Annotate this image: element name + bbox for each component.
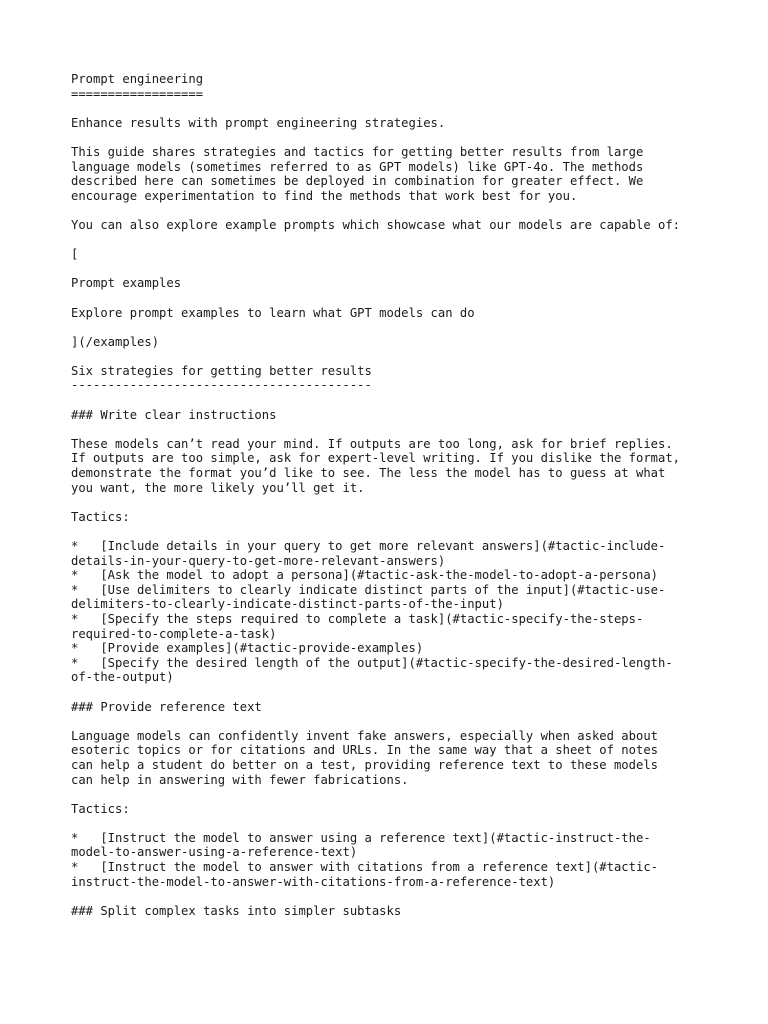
text-line: Six strategies for getting better results	[71, 363, 372, 378]
blank-line	[71, 233, 731, 248]
text-line: of-the-output)	[71, 670, 174, 685]
blank-line	[71, 524, 731, 539]
blank-line	[71, 349, 731, 364]
blank-line	[71, 262, 731, 277]
text-line: model-to-answer-using-a-reference-text)	[71, 845, 358, 860]
text-line: Enhance results with prompt engineering strategies.	[71, 115, 446, 130]
blank-line	[71, 291, 731, 306]
text-line: * [Use delimiters to clearly indicate distinct parts of the input](#tactic-use-	[71, 582, 666, 597]
text-line: ](/examples)	[71, 334, 160, 349]
text-line: * [Instruct the model to answer using a reference text](#tactic-instruct-the-	[71, 830, 651, 845]
text-line: language models (sometimes referred to as GPT models) like GPT-4o. The methods	[71, 159, 644, 174]
text-line: can help in answering with fewer fabrications.	[71, 772, 409, 787]
text-line: you want, the more likely you’ll get it.	[71, 480, 365, 495]
blank-line	[71, 787, 731, 802]
blank-line	[71, 889, 731, 904]
text-line: * [Specify the steps required to complete a task](#tactic-specify-the-steps-	[71, 611, 644, 626]
text-line: * [Ask the model to adopt a persona](#tactic-ask-the-model-to-adopt-a-persona)	[71, 568, 658, 583]
text-line: esoteric topics or for citations and URLs. In the same way that a sheet of notes	[71, 743, 658, 758]
text-line: * [Include details in your query to get more relevant answers](#tactic-include-	[71, 539, 666, 553]
blank-line	[71, 495, 731, 510]
text-line: instruct-the-model-to-answer-with-citations-from-a-reference-text)	[71, 874, 556, 889]
text-line: ### Split complex tasks into simpler subtasks	[71, 903, 402, 918]
text-line: * [Specify the desired length of the output](#tactic-specify-the-desired-length-	[71, 655, 673, 670]
text-line: required-to-complete-a-task)	[71, 626, 277, 641]
text-line: Tactics:	[71, 509, 130, 524]
text-line: ==================	[71, 86, 204, 101]
text-line: [	[71, 247, 79, 262]
blank-line	[71, 685, 731, 700]
text-line: demonstrate the format you’d like to see. The less the model has to guess at what	[71, 466, 666, 481]
text-line: You can also explore example prompts which showcase what our models are capable of:	[71, 217, 681, 232]
text-line: can help a student do better on a test, providing reference text to these models	[71, 757, 658, 772]
text-line: * [Provide examples](#tactic-provide-examples)	[71, 641, 424, 656]
blank-line	[71, 816, 731, 831]
blank-line	[71, 393, 731, 408]
text-line: * [Instruct the model to answer with citations from a reference text](#tactic-	[71, 860, 658, 875]
text-line: Prompt engineering	[71, 72, 204, 86]
blank-line	[71, 101, 731, 116]
text-line: Tactics:	[71, 801, 130, 816]
text-line: These models can’t read your mind. If outputs are too long, ask for brief replies.	[71, 436, 673, 451]
text-line: ### Provide reference text	[71, 699, 262, 714]
text-line: -----------------------------------------	[71, 378, 372, 393]
text-line: encourage experimentation to find the methods that work best for you.	[71, 188, 578, 203]
blank-line	[71, 130, 731, 145]
text-line: Prompt examples	[71, 276, 182, 291]
text-line: Language models can confidently invent fake answers, especially when asked about	[71, 728, 658, 743]
text-line: details-in-your-query-to-get-more-relevant-answers)	[71, 553, 446, 568]
blank-line	[71, 422, 731, 437]
text-line: This guide shares strategies and tactics for getting better results from large	[71, 144, 644, 159]
blank-line	[71, 203, 731, 218]
blank-line	[71, 320, 731, 335]
text-line: Explore prompt examples to learn what GPT models can do	[71, 305, 475, 320]
text-line: If outputs are too simple, ask for expert-level writing. If you dislike the format,	[71, 451, 681, 466]
blank-line	[71, 714, 731, 729]
text-line: described here can sometimes be deployed in combination for greater effect. We	[71, 174, 644, 189]
document-body	[71, 72, 731, 918]
text-line: delimiters-to-clearly-indicate-distinct-parts-of-the-input)	[71, 597, 504, 612]
text-line: ### Write clear instructions	[71, 407, 277, 422]
